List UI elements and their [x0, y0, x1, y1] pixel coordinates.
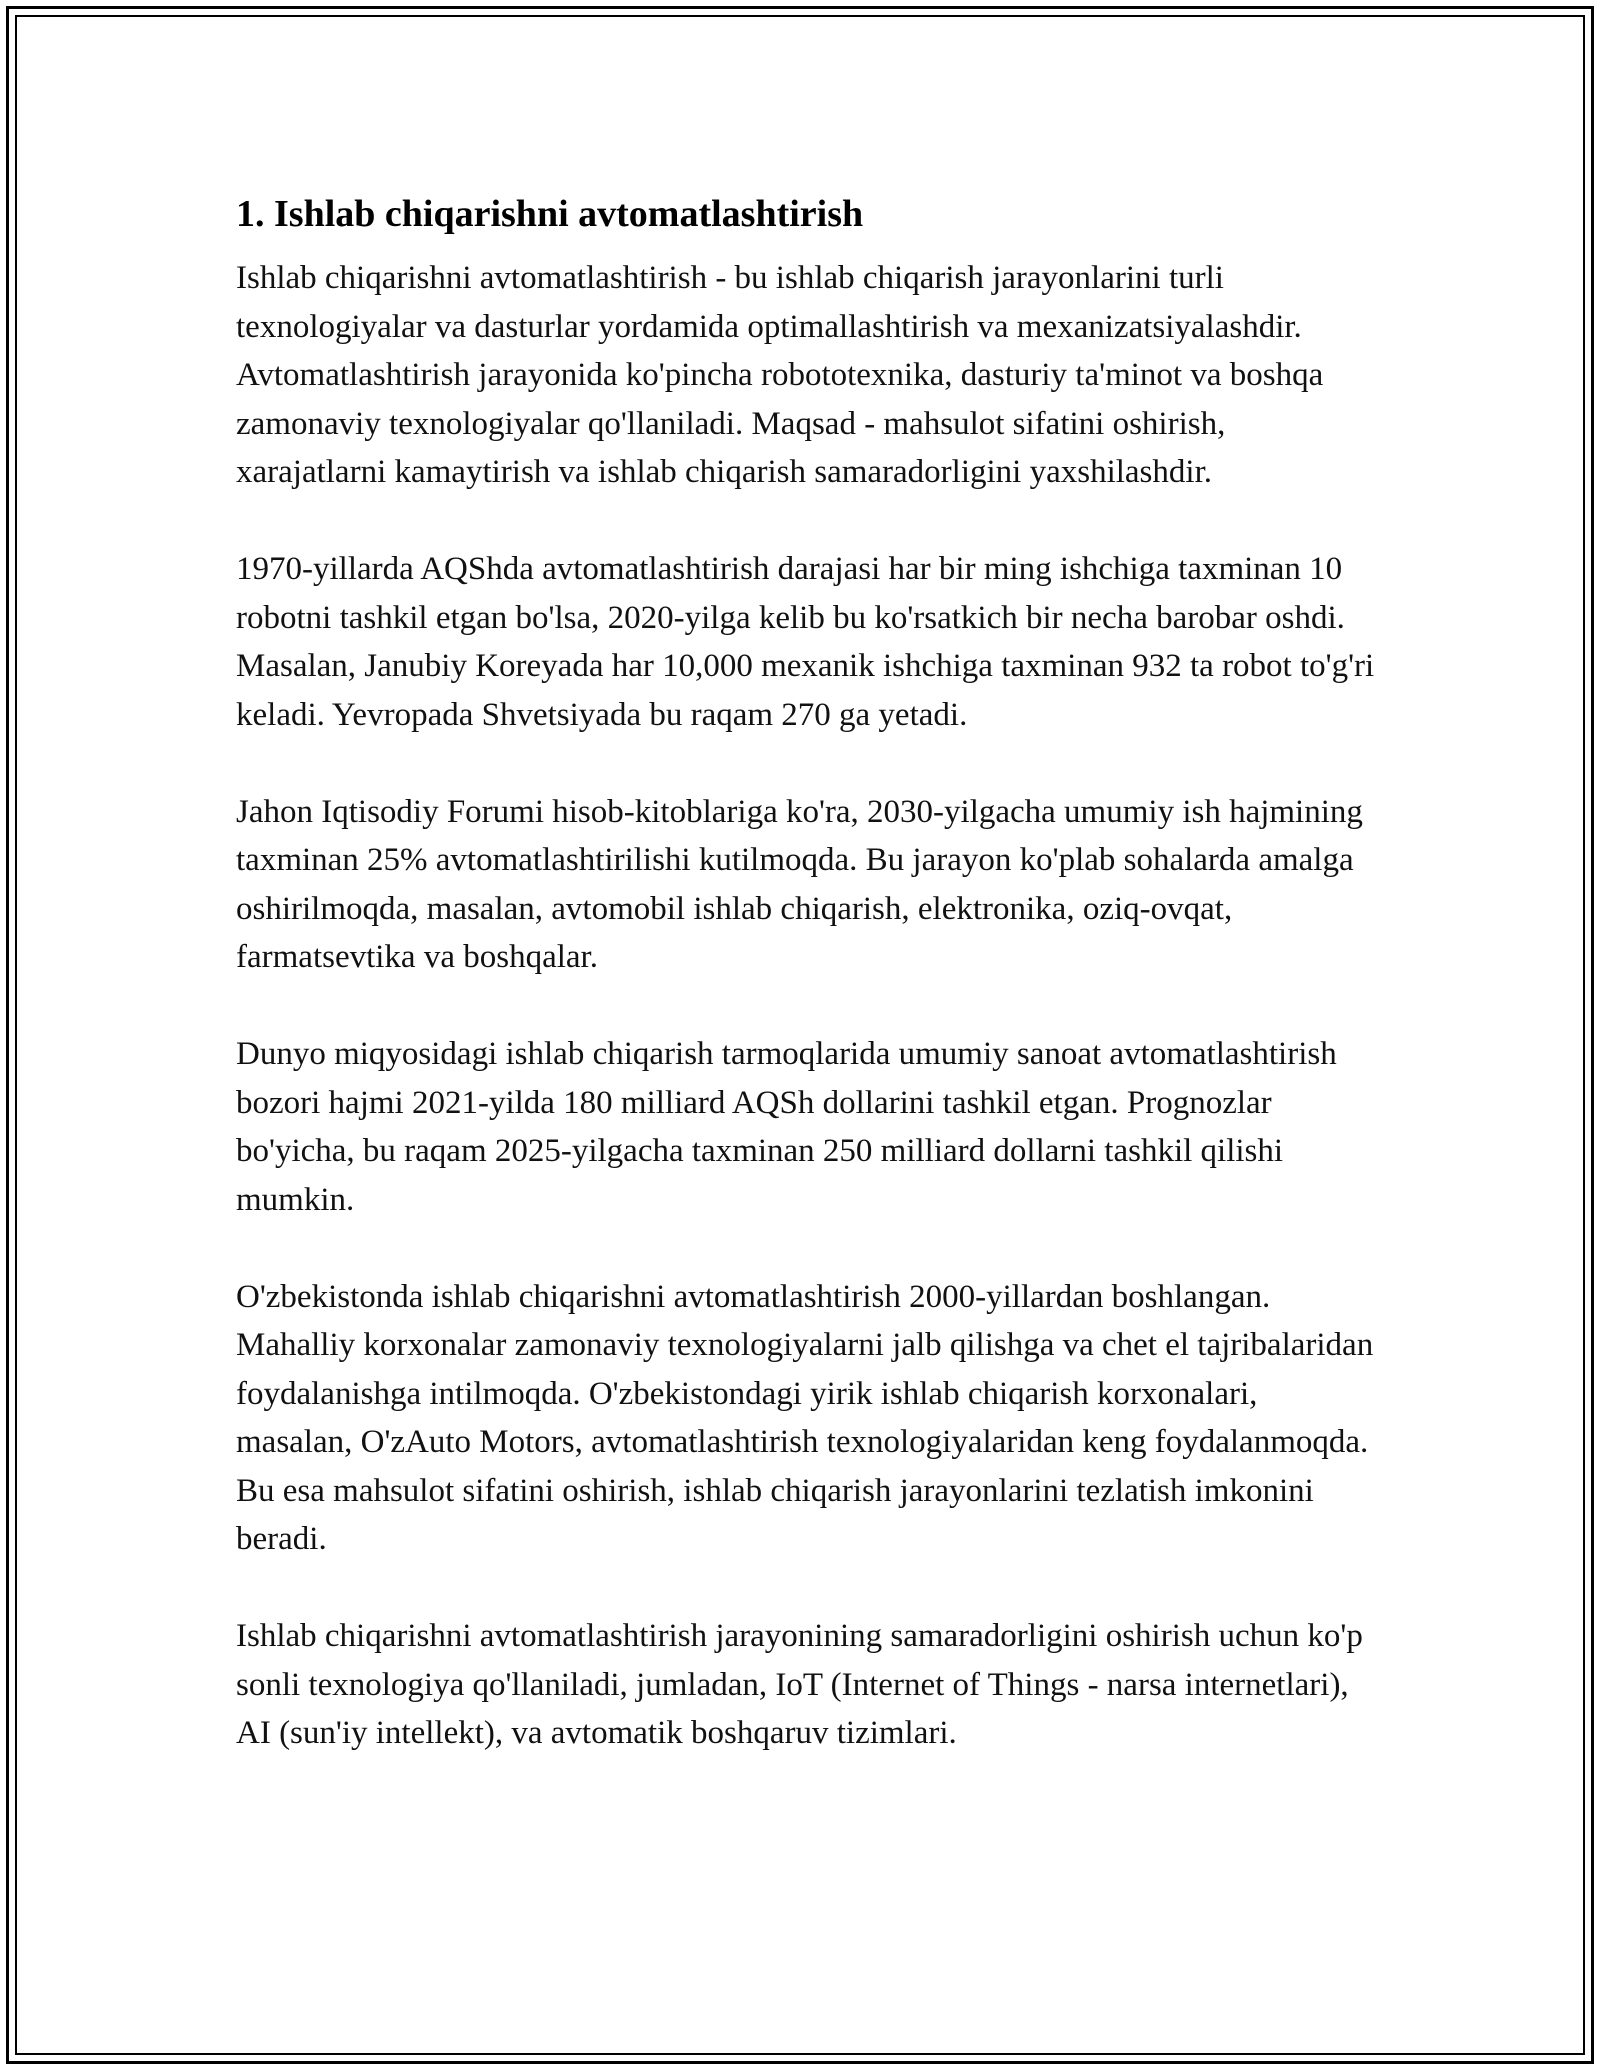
paragraph-market-size: Dunyo miqyosidagi ishlab chiqarish tarmoqlarida umumiy sanoat avtomatlashtirish bozori hajmi 2021-yilda 180 milliard AQSh dollarini tashkil etgan. Prognozlar bo'yicha, bu raqam 2025-yilgacha taxminan 250 milliard dollarni tashkil qilishi mumkin. — [236, 1036, 1337, 1218]
paragraph-uzbekistan: O'zbekistonda ishlab chiqarishni avtomatlashtirish 2000-yillardan boshlangan. Mahalliy korxonalar zamonaviy texnologiyalarni jalb qilishga va chet el tajribalaridan foydalanishga intilmoqda. O'zbekistondagi yirik ishlab chiqarish korxonalari, masalan, O'zAuto Motors, avtomatlashtirish texnologiyalaridan keng foydalanmoqda. Bu esa mahsulot sifatini oshirish, ishlab chiqarish jarayonlarini tezlatish imkonini beradi. — [236, 1278, 1374, 1557]
paragraph-robot-density: 1970-yillarda AQShda avtomatlashtirish darajasi har bir ming ishchiga taxminan 10 robotni tashkil etgan bo'lsa, 2020-yilga kelib bu ko'rsatkich bir necha barobar oshdi. Masalan, Janubiy Koreyada har 10,000 mexanik ishchiga taxminan 932 ta robot to'g'ri keladi. Yevropada Shvetsiyada bu raqam 270 ga yetadi. — [236, 551, 1375, 733]
paragraph-wef-forecast: Jahon Iqtisodiy Forumi hisob-kitoblariga ko'ra, 2030-yilgacha umumiy ish hajmining taxminan 25% avtomatlashtirilishi kutilmoqda. Bu jarayon ko'plab sohalarda amalga oshirilmoqda, masalan, avtomobil ishlab chiqarish, elektronika, oziq-ovqat, farmatsevtika va boshqalar. — [236, 793, 1363, 975]
document-body — [236, 186, 1376, 1758]
section-heading: 1. Ishlab chiqarishni avtomatlashtirish — [236, 193, 864, 235]
paragraph-technologies: Ishlab chiqarishni avtomatlashtirish jarayonining samaradorligini oshirish uchun ko'p sonli texnologiya qo'llaniladi, jumladan, IoT (Internet of Things - narsa internetlari), AI (sun'iy intellekt), va avtomatik boshqaruv tizimlari. — [236, 1618, 1363, 1751]
paragraph-definition: Ishlab chiqarishni avtomatlashtirish - bu ishlab chiqarish jarayonlarini turli texnologiyalar va dasturlar yordamida optimallashtirish va mexanizatsiyalashdir. Avtomatlashtirish jarayonida ko'pincha robototexnika, dasturiy ta'minot va boshqa zamonaviy texnologiyalar qo'llaniladi. Maqsad - mahsulot sifatini oshirish, xarajatlarni kamaytirish va ishlab chiqarish samaradorligini yaxshilashdir. — [236, 260, 1324, 490]
